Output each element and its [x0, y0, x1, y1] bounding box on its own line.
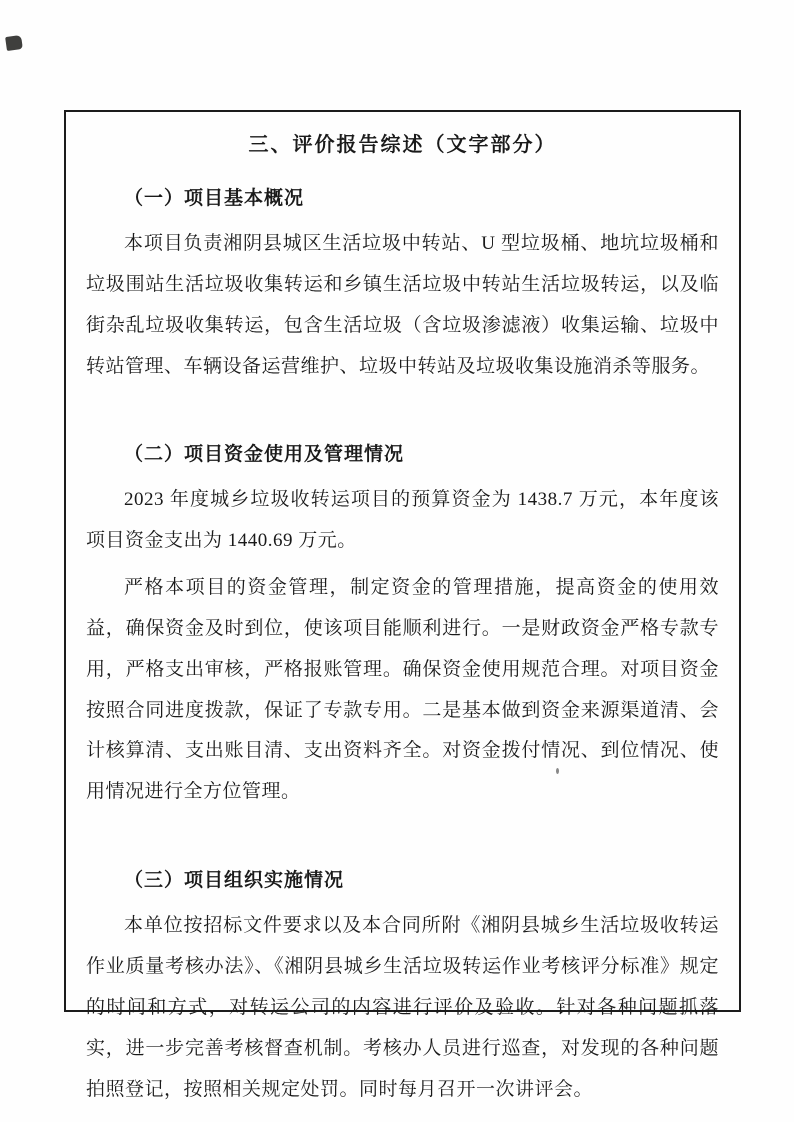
report-border-box [64, 110, 741, 1100]
section-2-paragraph-2: 严格本项目的资金管理，制定资金的管理措施，提高资金的使用效益，确保资金及时到位，使该项目能顺利进行。一是财政资金严格专款专用，严格支出审核，严格报账管理。确保资金使用规范合理。对项目资金按照合同进度拨款，保证了专款专用。二是基本做到资金来源渠道清、会计核算清、支出账目清、支出资料齐全。对资金拨付情况、到位情况、使用情况进行全方位管理。 [86, 577, 719, 803]
document-title: 三、评价报告综述（文字部分） [248, 134, 557, 156]
section-funds-usage [86, 439, 719, 813]
section-3-paragraph-1: 本单位按招标文件要求以及本合同所附《湘阴县城乡生活垃圾收转运作业质量考核办法》、《湘阴县城乡生活垃圾转运作业考核评分标准》规定的时间和方式，对转运公司的内容进行评价及验收。针对各种问题抓落实，进一步完善考核督查机制。考核办人员进行巡查，对发现的各种问题拍照登记，按照相关规定处罚。同时每月召开一次讲评会。 [86, 915, 719, 1100]
section-implementation [86, 865, 719, 1110]
scan-artifact-mark [5, 35, 23, 51]
section-1-paragraph-1: 本项目负责湘阴县城区生活垃圾中转站、U 型垃圾桶、地坑垃圾桶和垃圾围站生活垃圾收集转运和乡镇生活垃圾中转站生活垃圾转运，以及临街杂乱垃圾收集转运，包含生活垃圾（含垃圾渗滤液）收集运输、垃圾中转站管理、车辆设备运营维护、垃圾中转站及垃圾收集设施消杀等服务。 [86, 233, 719, 377]
section-heading-2: （二）项目资金使用及管理情况 [124, 444, 405, 466]
section-spacer [86, 813, 719, 865]
section-spacer [86, 387, 719, 439]
section-heading-1: （一）项目基本概况 [124, 188, 305, 209]
section-project-overview [86, 183, 719, 387]
section-2-paragraph-1: 2023 年度城乡垃圾收转运项目的预算资金为 1438.7 万元，本年度该项目资金支出为 1440.69 万元。 [86, 489, 719, 552]
section-heading-3: （三）项目组织实施情况 [124, 870, 345, 892]
